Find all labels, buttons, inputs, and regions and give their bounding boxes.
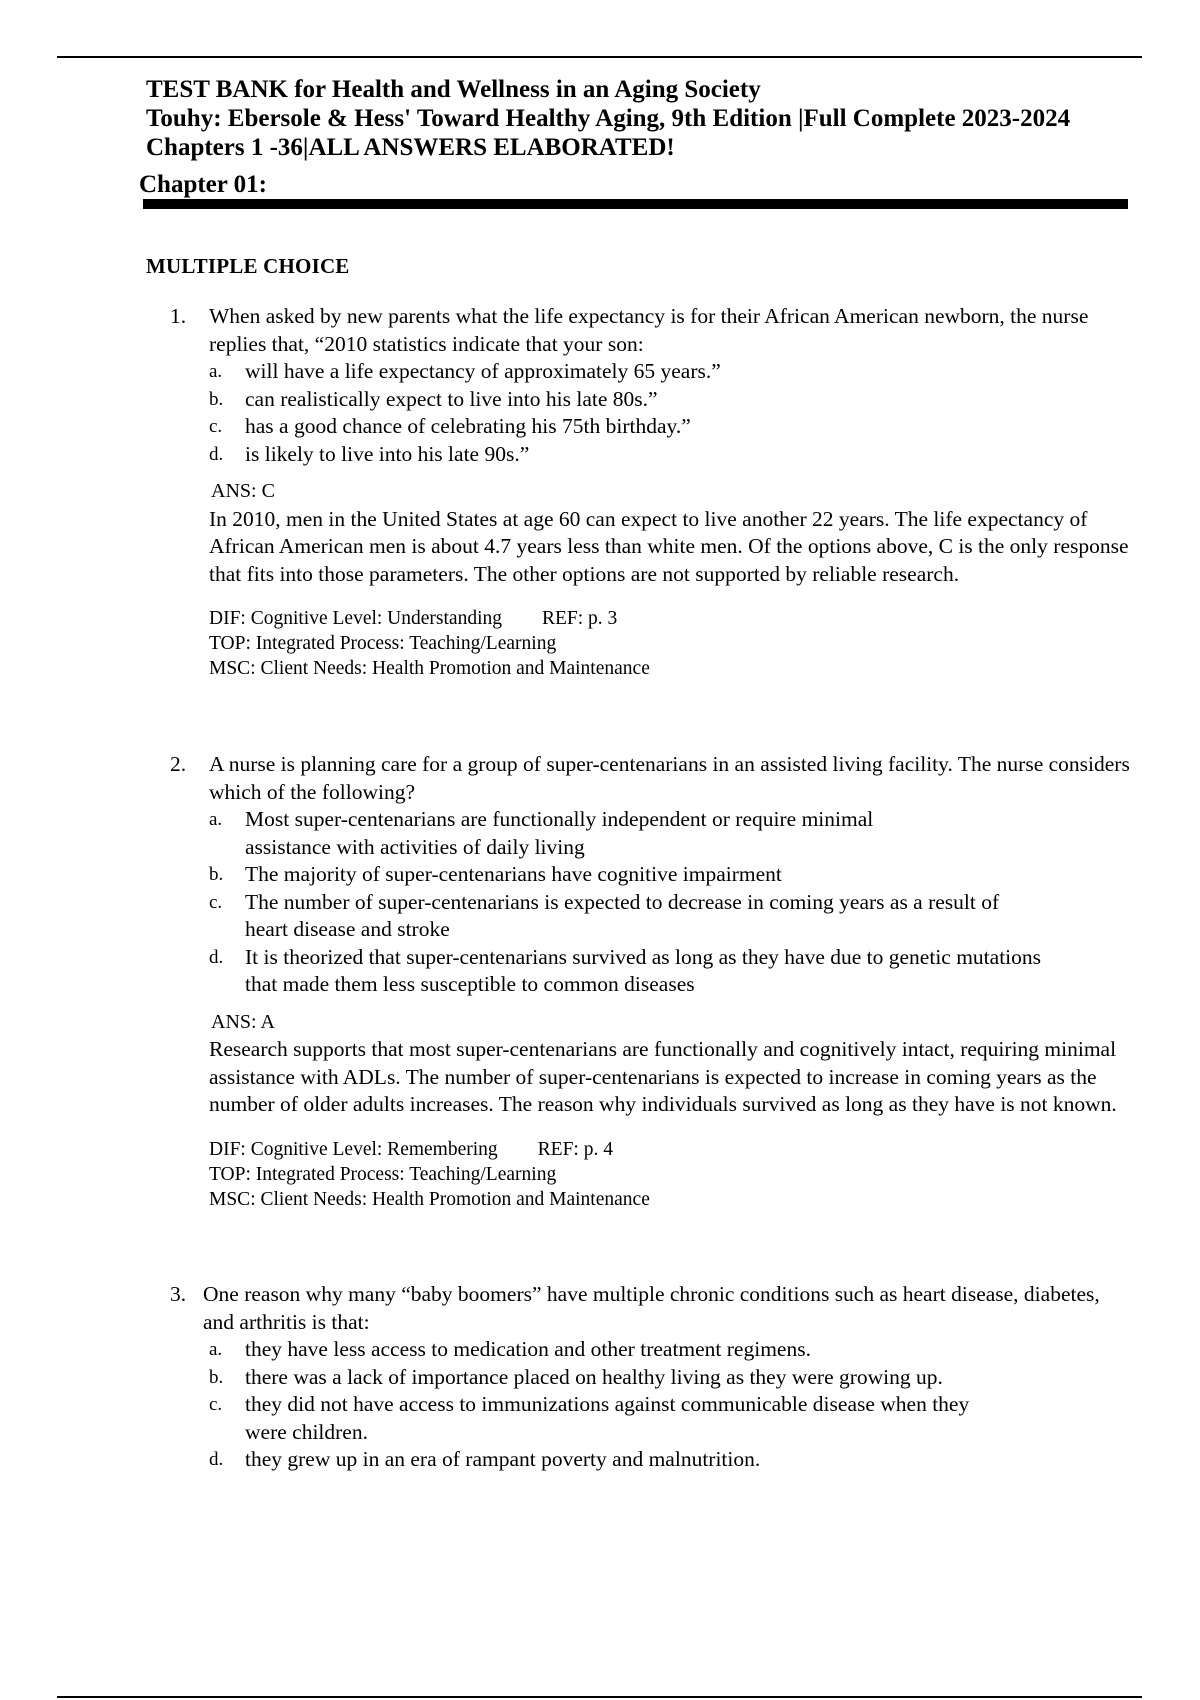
option-a: a. they have less access to medication and other treatment regimens. xyxy=(209,1337,811,1361)
top-rule xyxy=(57,56,1142,58)
difficulty: DIF: Cognitive Level: Remembering xyxy=(209,1138,498,1160)
options-list xyxy=(209,358,1130,468)
topic: TOP: Integrated Process: Teaching/Learning xyxy=(209,633,557,654)
question-number: 3. xyxy=(170,1282,187,1306)
rationale: In 2010, men in the United States at age 60 can expect to live another 22 years. The life expectancy of African American men is about 4.7 years less than white men. Of the options above, C is the only response that fits into those parameters. The other options are not supported by reliable research. xyxy=(209,506,1129,586)
options-list xyxy=(209,1336,1130,1474)
option-b: b. there was a lack of importance placed on healthy living as they were growing up. xyxy=(209,1364,943,1389)
option-b: b. The majority of super-centenarians have cognitive impairment xyxy=(209,862,782,886)
question-number: 2. xyxy=(170,752,187,776)
title-line-1: TEST BANK for Health and Wellness in an Aging Society xyxy=(146,76,761,103)
title-line-2: Touhy: Ebersole & Hess' Toward Healthy Aging, 9th Edition |Full Complete 2023-2024 xyxy=(146,105,1071,132)
question-stem: A nurse is planning care for a group of super-centenarians in an assisted living facility. The nurse considers which of the following? xyxy=(209,752,1130,804)
question-stem: When asked by new parents what the life expectancy is for their African American newborn, the nurse replies that, “2010 statistics indicate that your son: xyxy=(209,304,1089,356)
reference: REF: p. 3 xyxy=(542,608,618,629)
option-b: b. can realistically expect to live into his late 80s.” xyxy=(209,386,658,411)
chapter-heading: Chapter 01: xyxy=(139,171,268,198)
reference: REF: p. 4 xyxy=(537,1138,613,1160)
question-3 xyxy=(170,1281,1130,1474)
question-metadata xyxy=(209,606,1130,681)
document-title xyxy=(146,75,1070,162)
answer-key: ANS: A xyxy=(211,1010,275,1033)
topic: TOP: Integrated Process: Teaching/Learning xyxy=(209,1163,557,1185)
question-number: 1. xyxy=(170,304,187,328)
bottom-rule xyxy=(57,1696,1142,1698)
title-line-3: Chapters 1 -36|ALL ANSWERS ELABORATED! xyxy=(146,134,675,161)
rationale: Research supports that most super-centenarians are functionally and cognitively intact, requiring minimal assistance with ADLs. The number of super-centenarians is expected to increase in coming years as the number of older adults increases. The reason why individuals survived as long as they have is not known. xyxy=(209,1037,1117,1116)
msc: MSC: Client Needs: Health Promotion and Maintenance xyxy=(209,1188,650,1210)
option-d: d. It is theorized that super-centenarians survived as long as they have due to genetic mutations that made them less susceptible to common diseases xyxy=(209,944,1042,996)
option-d: d. is likely to live into his late 90s.” xyxy=(209,441,530,466)
option-c: c. The number of super-centenarians is expected to decrease in coming years as a result of heart disease and stroke xyxy=(209,889,1000,941)
section-title: MULTIPLE CHOICE xyxy=(146,254,350,278)
chapter-divider xyxy=(143,199,1128,209)
option-a: a. Most super-centenarians are functionally independent or require minimal assistance with activities of daily living xyxy=(209,807,874,859)
answer-key: ANS: C xyxy=(211,480,275,502)
question-2 xyxy=(170,751,1130,1212)
question-1 xyxy=(170,303,1130,681)
option-c: c. they did not have access to immunizations against communicable disease when they were children. xyxy=(209,1392,970,1444)
msc: MSC: Client Needs: Health Promotion and Maintenance xyxy=(209,658,650,679)
options-list xyxy=(209,806,1130,999)
question-metadata xyxy=(209,1137,1130,1212)
option-c: c. has a good chance of celebrating his 75th birthday.” xyxy=(209,414,691,438)
option-d: d. they grew up in an era of rampant poverty and malnutrition. xyxy=(209,1447,761,1471)
option-a: a. will have a life expectancy of approximately 65 years.” xyxy=(209,359,721,383)
question-stem: One reason why many “baby boomers” have multiple chronic conditions such as heart disease, diabetes, and arthritis is that: xyxy=(203,1282,1100,1334)
difficulty: DIF: Cognitive Level: Understanding xyxy=(209,608,502,629)
